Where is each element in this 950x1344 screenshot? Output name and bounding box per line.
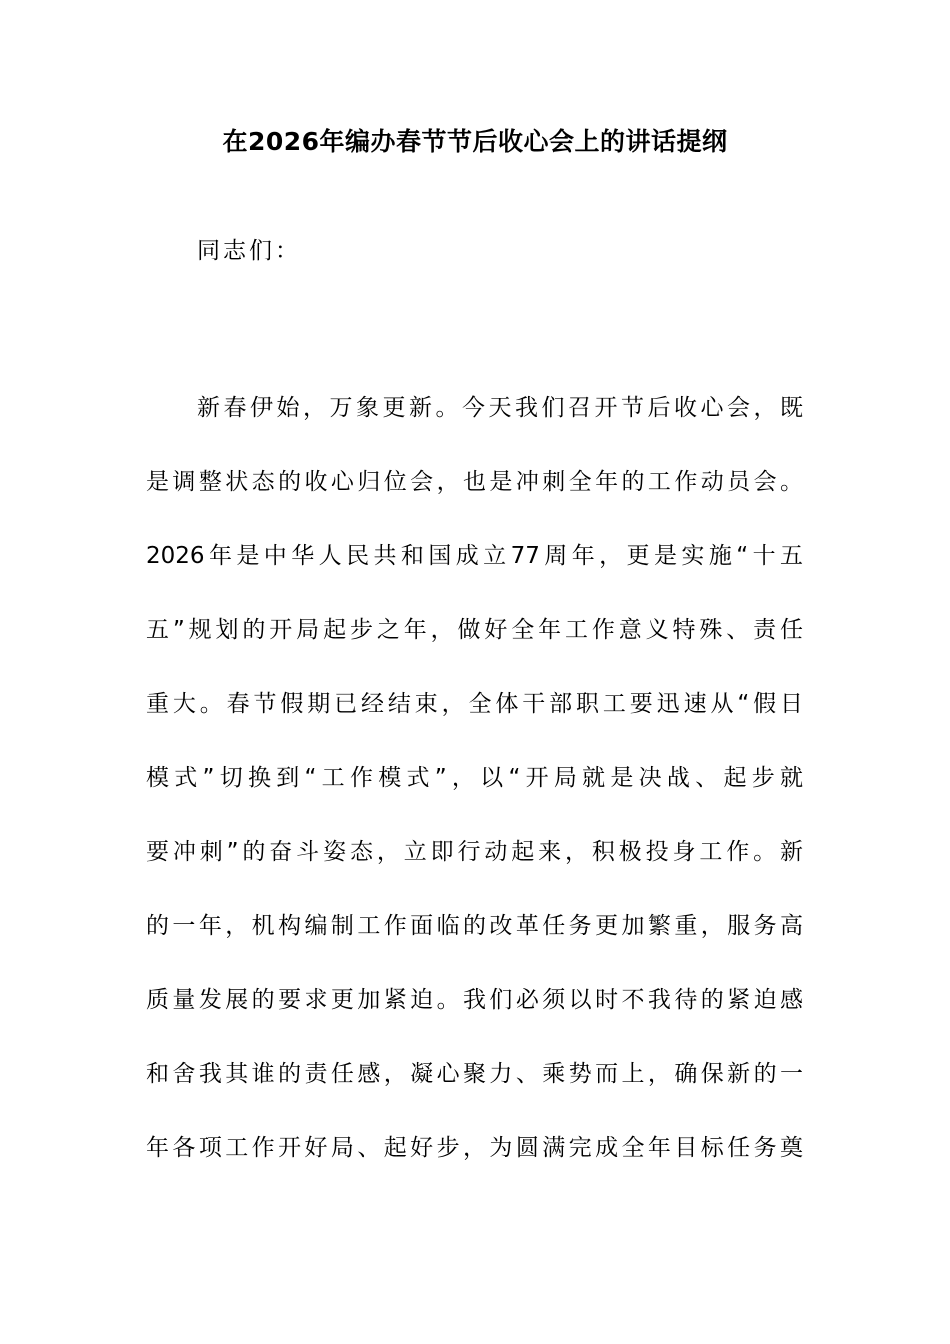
paragraph-line: 2026年是中华人民共和国成立77周年，更是实施“十五 xyxy=(146,543,803,569)
paragraph-line: 模式”切换到“工作模式”，以“开局就是决战、起步就 xyxy=(146,765,803,791)
paragraph-line: 的一年，机构编制工作面临的改革任务更加繁重，服务高 xyxy=(146,913,803,939)
paragraph-line: 和舍我其谁的责任感，凝心聚力、乘势而上，确保新的一 xyxy=(146,1061,803,1087)
paragraph-line: 五”规划的开局起步之年，做好全年工作意义特殊、责任 xyxy=(146,617,803,643)
greeting: 同志们： xyxy=(197,238,301,264)
paragraph-line: 要冲刺”的奋斗姿态，立即行动起来，积极投身工作。新 xyxy=(146,839,803,865)
paragraph-line: 年各项工作开好局、起好步，为圆满完成全年目标任务奠 xyxy=(146,1135,803,1161)
body-paragraph xyxy=(146,391,803,1205)
paragraph-line: 是调整状态的收心归位会，也是冲刺全年的工作动员会。 xyxy=(146,469,803,495)
paragraph-line: 质量发展的要求更加紧迫。我们必须以时不我待的紧迫感 xyxy=(146,987,803,1013)
paragraph-line: 新春伊始，万象更新。今天我们召开节后收心会，既 xyxy=(197,395,803,421)
document-title: 在2026年编办春节节后收心会上的讲话提纲 xyxy=(222,127,728,156)
paragraph-line: 重大。春节假期已经结束，全体干部职工要迅速从“假日 xyxy=(146,691,803,717)
